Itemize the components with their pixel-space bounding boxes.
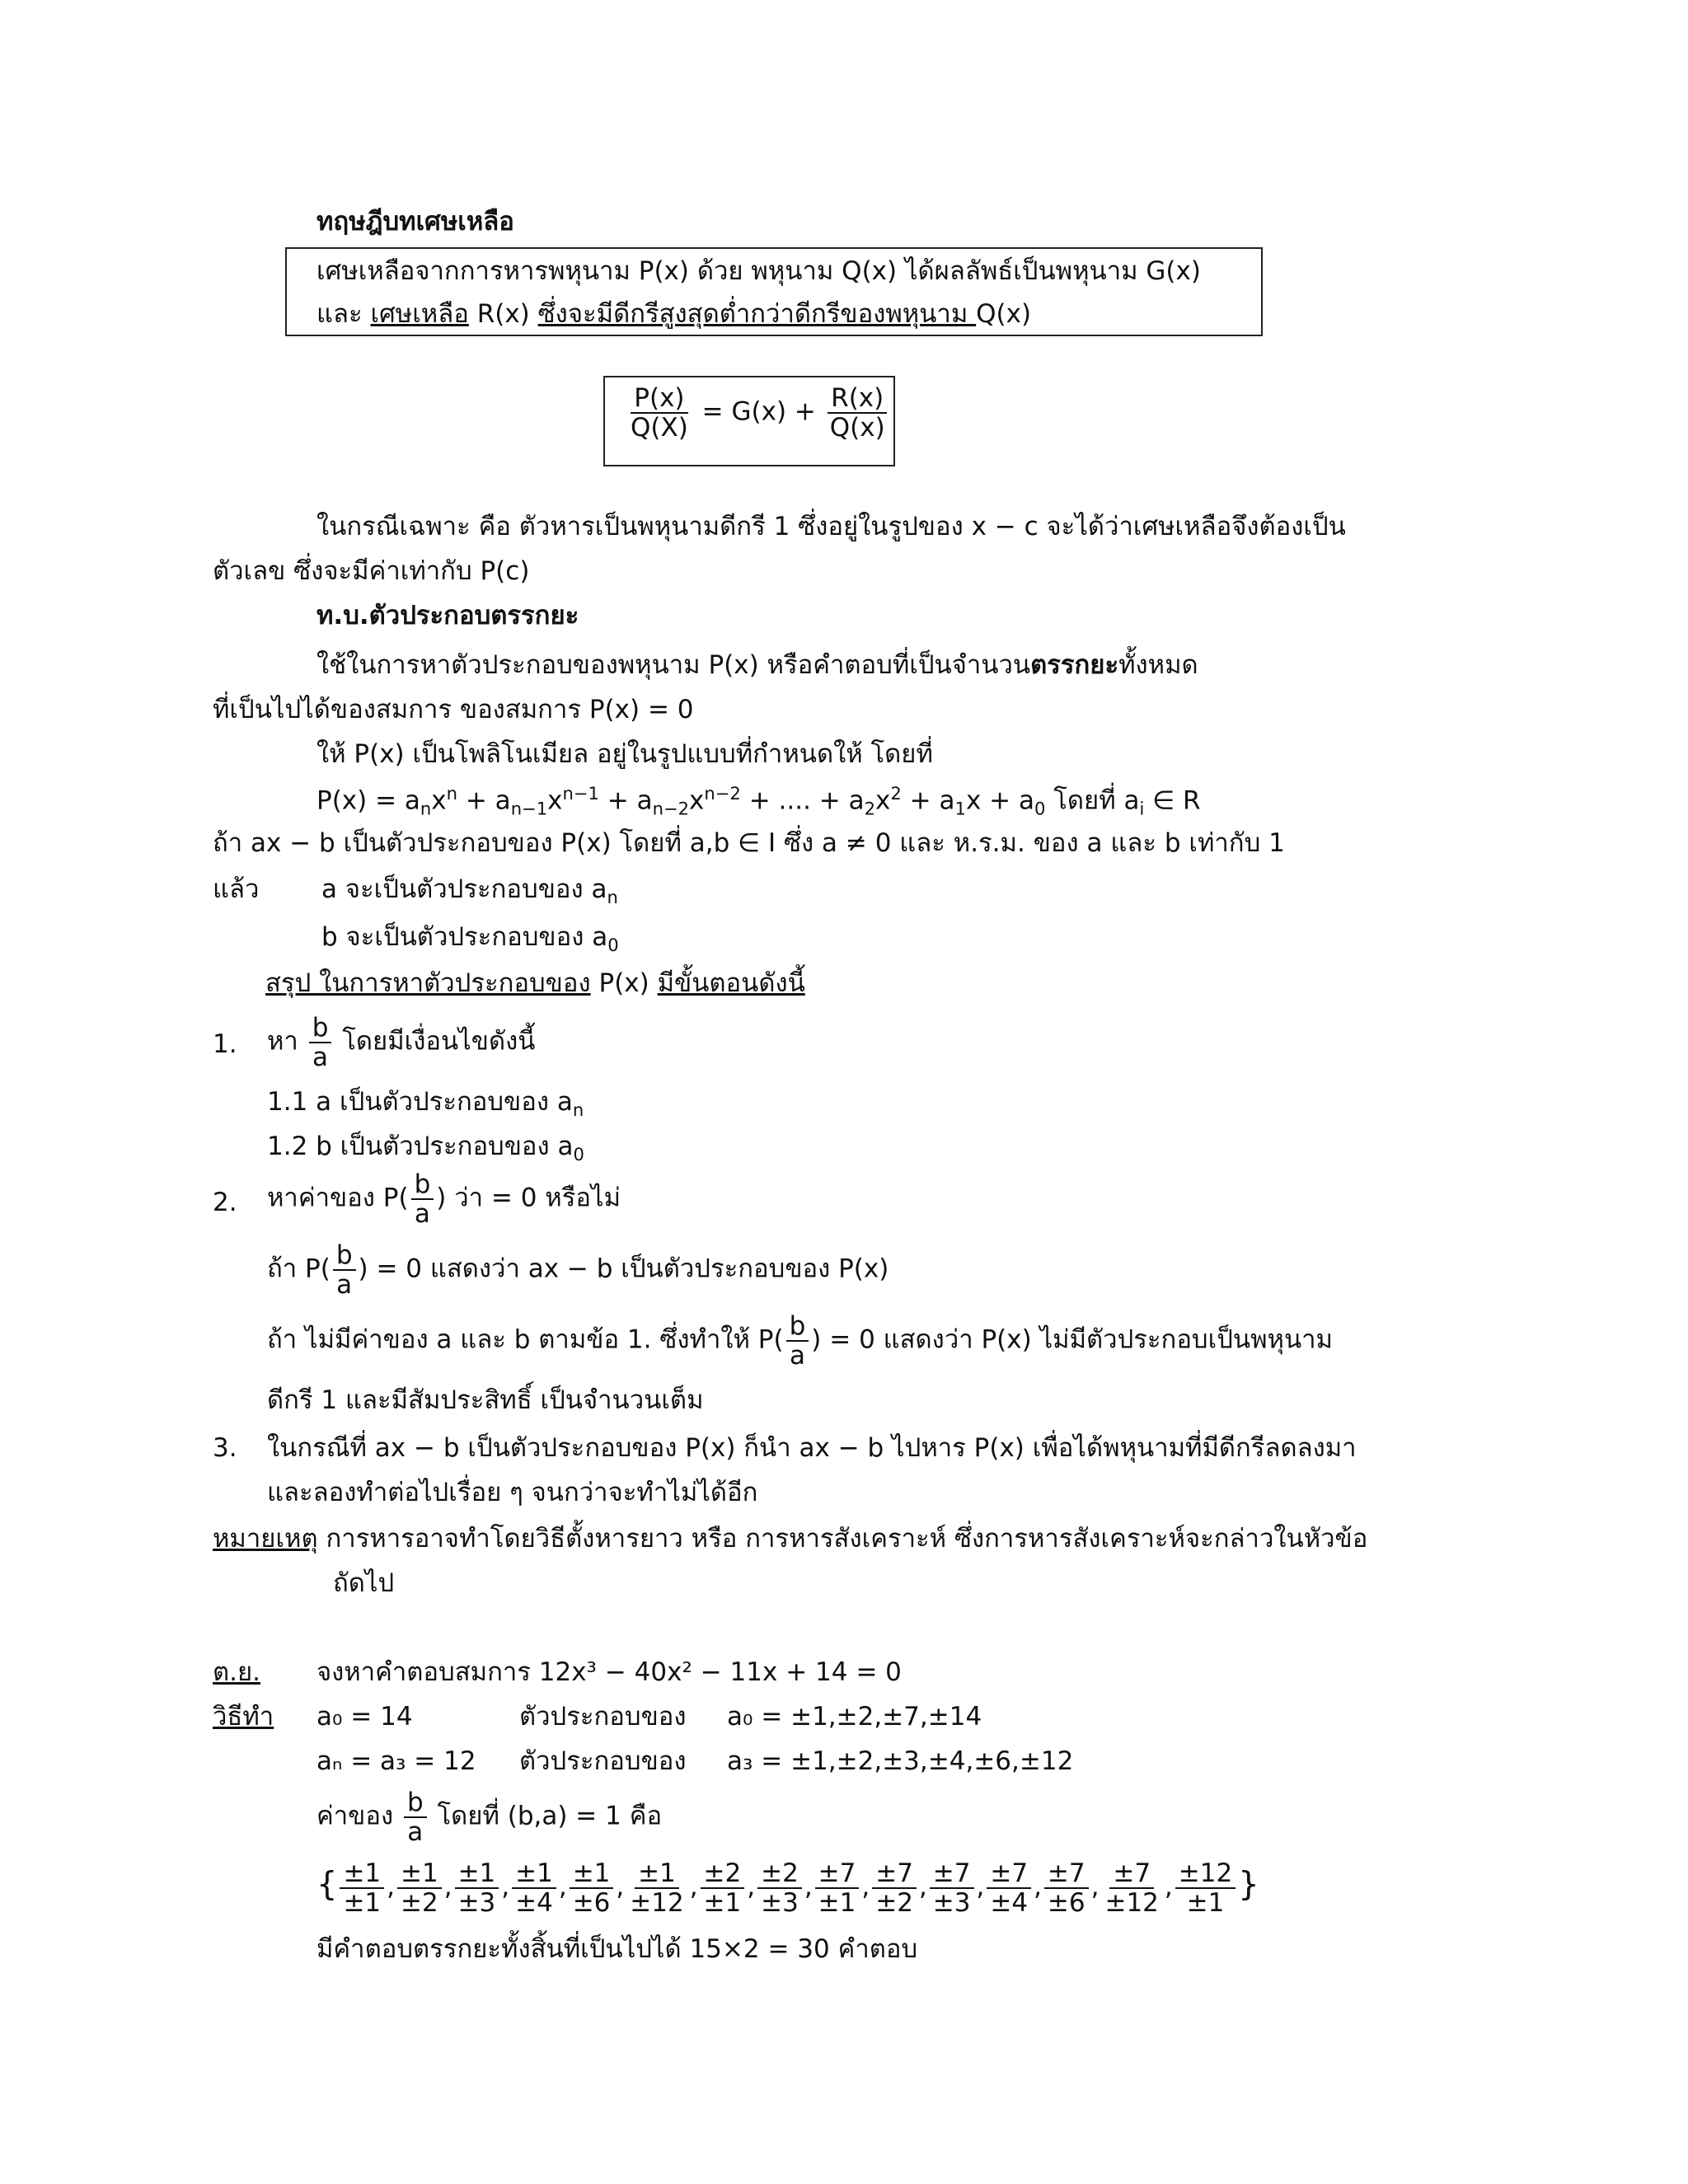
step-1-2: 1.2 b เป็นตัวประกอบของ $a_0$ [267, 1132, 584, 1165]
separator: , [558, 1872, 567, 1902]
separator: , [443, 1872, 452, 1902]
method-line-2c: a₃ = ±1,±2,±3,±4,±6,±12 [727, 1746, 1074, 1776]
summary-heading: สรุป ในการหาตัวประกอบของ P(x) มีขั้นตอนดังนี้ [265, 968, 805, 998]
section-title: ทฤษฎีบทเศษเหลือ [316, 207, 514, 237]
rational-line-7: b จะเป็นตัวประกอบของ $a_0$ [321, 922, 619, 956]
rational-title: ท.บ.ตัวประกอบตรรกยะ [316, 601, 579, 630]
step-2: หาค่าของ P( $\frac{b}{a}$ ) ว่า = 0 หรือไม่ [267, 1169, 621, 1230]
example-conclusion: มีคำตอบตรรกยะทั้งสิ้นที่เป็นไปได้ 15×2 = 30 คำตอบ [316, 1934, 918, 1964]
candidate-fraction: $\frac{\pm 7}{\pm 2}$ [872, 1859, 917, 1917]
step-2-if: ถ้า P( $\frac{b}{a}$ ) = 0 แสดงว่า ax − b เป็นตัวประกอบของ P(x) [267, 1240, 889, 1301]
special-case-line-1: ในกรณีเฉพาะ คือ ตัวหารเป็นพหุนามดีกรี 1 ซึ่งอยู่ในรูปของ x − c จะได้ว่าเศษเหลือจึงต้องเป็น [316, 512, 1346, 541]
candidate-fraction: $\frac{\pm 1}{\pm 1}$ [340, 1859, 384, 1917]
candidate-fraction: $\frac{\pm 1}{\pm 2}$ [397, 1859, 442, 1917]
separator: , [804, 1872, 813, 1902]
separator: , [616, 1872, 625, 1902]
step-2-number: 2. [213, 1188, 237, 1217]
candidate-fraction: $\frac{\pm 7}{\pm 3}$ [930, 1859, 974, 1917]
fraction-rq: $\frac{R(x)}{Q(x)}$ [827, 384, 889, 442]
rational-line-3: ให้ P(x) เป็นโพลิโนเมียล อยู่ในรูปแบบที่กำหนดให้ โดยที่ [316, 739, 933, 769]
candidate-fraction: $\frac{\pm 1}{\pm 4}$ [512, 1859, 556, 1917]
candidate-fraction: $\frac{\pm 7}{\pm 6}$ [1044, 1859, 1089, 1917]
rational-line-2: ที่เป็นไปได้ของสมการ ของสมการ P(x) = 0 [213, 695, 694, 724]
separator: , [747, 1872, 756, 1902]
brace-open: { [316, 1865, 338, 1904]
step-2-else-cont: ดีกรี 1 และมีสัมประสิทธิ์ เป็นจำนวนเต็ม [267, 1385, 704, 1415]
example-question: จงหาคำตอบสมการ 12x³ − 40x² − 11x + 14 = 0 [316, 1657, 902, 1687]
separator: , [1034, 1872, 1042, 1902]
fraction-pq: $\frac{P(x)}{Q(X)}$ [631, 383, 688, 443]
rational-line-1: ใช้ในการหาตัวประกอบของพหุนาม P(x) หรือคำตอบที่เป็นจำนวนตรรกยะทั้งหมด [316, 650, 1198, 680]
candidate-fraction: $\frac{\pm 2}{\pm 3}$ [757, 1859, 802, 1917]
step-1-1: 1.1 a เป็นตัวประกอบของ $a_n$ [267, 1087, 584, 1121]
separator: , [1164, 1872, 1173, 1902]
separator: , [1090, 1872, 1100, 1902]
candidate-fraction: $\frac{\pm 7}{\pm 12}$ [1104, 1858, 1159, 1919]
method-line-1c: a₀ = ±1,±2,±7,±14 [727, 1702, 982, 1732]
rational-line-6: a จะเป็นตัวประกอบของ $a_n$ [321, 874, 618, 908]
method-line-2b: ตัวประกอบของ [519, 1746, 687, 1776]
example-label: ต.ย. [213, 1657, 261, 1687]
separator: , [501, 1872, 510, 1902]
candidate-fraction: $\frac{\pm 7}{\pm 1}$ [815, 1859, 860, 1917]
separator: , [861, 1872, 870, 1902]
rational-line-5: ถ้า ax − b เป็นตัวประกอบของ P(x) โดยที่ a,b ∈ I ซึ่ง a ≠ 0 และ ห.ร.ม. ของ a และ b เท่ากับ 1 [213, 828, 1285, 858]
method-line-3: ค่าของ $\frac{b}{a}$ โดยที่ (b,a) = 1 คือ [316, 1788, 663, 1848]
candidate-fraction: $\frac{\pm 1}{\pm 3}$ [455, 1859, 499, 1917]
candidate-fraction: $\frac{\pm 1}{\pm 12}$ [630, 1858, 684, 1919]
separator: , [689, 1872, 698, 1902]
step-1-number: 1. [213, 1029, 237, 1059]
brace-close: } [1238, 1865, 1259, 1904]
theorem-line-1: เศษเหลือจากการหารพหุนาม P(x) ด้วย พหุนาม Q(x) ได้ผลลัพธ์เป็นพหุนาม G(x) [316, 256, 1201, 286]
method-line-1b: ตัวประกอบของ [519, 1702, 687, 1732]
step-3-line-2: และลองทำต่อไปเรื่อย ๆ จนกว่าจะทำไม่ได้อีก [267, 1478, 758, 1507]
candidate-fraction: $\frac{\pm 1}{\pm 6}$ [570, 1859, 614, 1917]
candidate-fraction: $\frac{\pm 2}{\pm 1}$ [701, 1859, 745, 1917]
candidate-fraction: $\frac{\pm 12}{\pm 1}$ [1175, 1859, 1236, 1917]
method-label: วิธีทำ [213, 1702, 274, 1732]
note-line-2: ถัดไป [333, 1568, 395, 1598]
step-2-else: ถ้า ไม่มีค่าของ a และ b ตามข้อ 1. ซึ่งทำให้ P( $\frac{b}{a}$ ) = 0 แสดงว่า P(x) ไม่มีตัวประกอบเป็นพหุนาม [267, 1311, 1333, 1371]
step-1: หา $\frac{b}{a}$ โดยมีเงื่อนไขดังนี้ [267, 1013, 536, 1073]
candidate-fraction-set [316, 1859, 1259, 1917]
note-line-1: หมายเหตุ การหารอาจทำโดยวิธีตั้งหารยาว หรือ การหารสังเคราะห์ ซึ่งการหารสังเคราะห์จะกล่าวในหัวข้อ [213, 1524, 1368, 1554]
special-case-line-2: ตัวเลข ซึ่งจะมีค่าเท่ากับ P(c) [213, 556, 530, 586]
polynomial-formula: $P(x) = a_nx^n + a_{n-1}x^{n-1} + a_{n-2}x^{n-2}$ + .... + $a_2x^2 + a_1x + a_0$ โดยที่ $a_i$ ∈ R [316, 783, 1201, 819]
rational-line-6-label: แล้ว [213, 874, 260, 904]
method-line-2a: aₙ = a₃ = 12 [316, 1746, 476, 1776]
fraction-b-over-a: $\frac{b}{a}$ [309, 1014, 332, 1071]
separator: , [387, 1872, 396, 1902]
candidate-fraction: $\frac{\pm 7}{\pm 4}$ [987, 1859, 1031, 1917]
separator: , [918, 1872, 927, 1902]
step-3-line-1: ในกรณีที่ ax − b เป็นตัวประกอบของ P(x) ก็นำ ax − b ไปหาร P(x) เพื่อได้พหุนามที่มีดีกรีลดลงมา [267, 1433, 1357, 1463]
method-line-1a: a₀ = 14 [316, 1702, 413, 1732]
theorem-line-2: และ เศษเหลือ R(x) ซึ่งจะมีดีกรีสูงสุดต่ำกว่าดีกรีของพหุนาม Q(x) [316, 299, 1032, 329]
step-3-number: 3. [213, 1433, 237, 1463]
formula: $\frac{P(x)}{Q(X)}$ = G(x) + $\frac{R(x)}{Q(x)}$ [625, 384, 891, 442]
separator: , [976, 1872, 985, 1902]
